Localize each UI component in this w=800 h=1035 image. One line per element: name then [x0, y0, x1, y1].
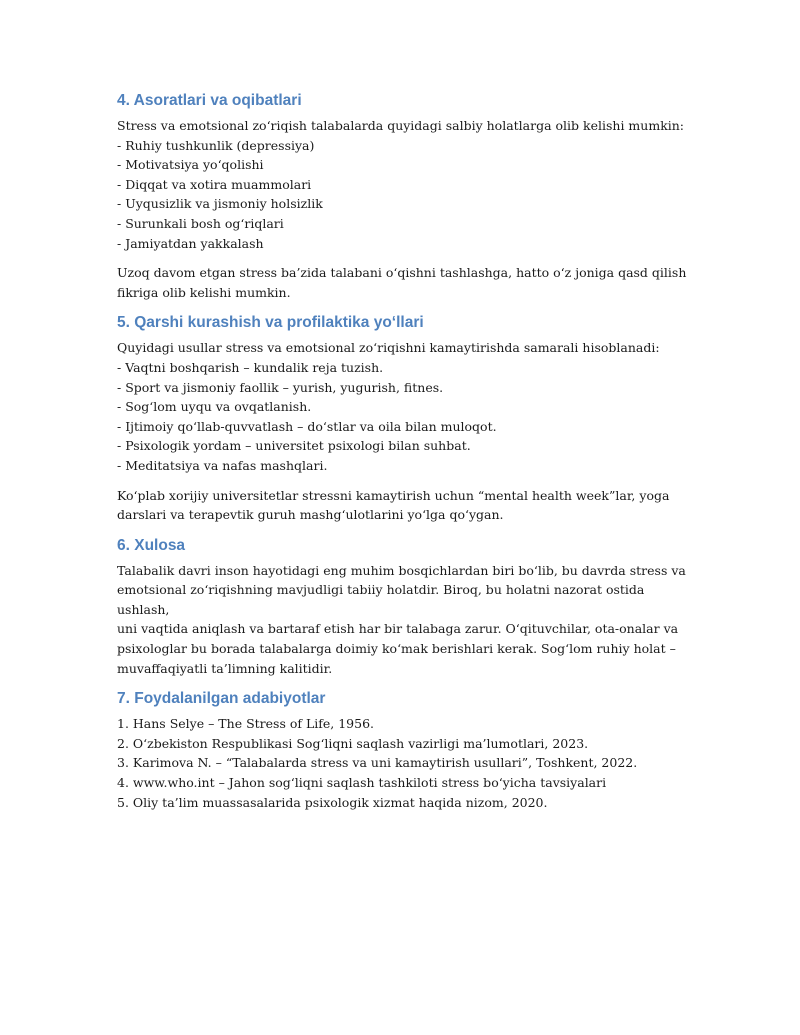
consequences-closing	[117, 263, 697, 302]
spacer	[117, 476, 697, 486]
reference-item: 5. Oliy ta’lim muassasalarida psixologik xizmat haqida nizom, 2020.	[117, 794, 548, 810]
consequences-closing-line-2: fikriga olib kelishi mumkin.	[117, 284, 291, 300]
conclusion-paragraph	[117, 561, 697, 679]
heading-consequences: 4. Asoratlari va oqibatlari	[117, 92, 302, 109]
prevention-closing-line-1: Ko‘plab xorijiy universitetlar stressni kamaytirish uchun “mental health week”lar, yoga	[117, 487, 670, 503]
prevention-closing	[117, 486, 697, 525]
list-item: - Diqqat va xotira muammolari	[117, 176, 312, 192]
reference-item: 1. Hans Selye – The Stress of Life, 1956.	[117, 716, 375, 732]
consequences-intro: Stress va emotsional zo‘riqish talabalarda quyidagi salbiy holatlarga olib kelishi mumkin:	[117, 118, 685, 133]
consequences-closing-line-1: Uzoq davom etgan stress ba’zida talabani o‘qishni tashlashga, hatto o‘z joniga qasd qilish	[117, 265, 687, 281]
list-item: - Vaqtni boshqarish – kundalik reja tuzish.	[117, 359, 384, 375]
heading-references: 7. Foydalanilgan adabiyotlar	[117, 690, 326, 708]
prevention-intro: Quyidagi usullar stress va emotsional zo‘riqishni kamaytirishda samarali hisoblanadi:	[117, 340, 660, 356]
conclusion-line: psixologlar bu borada talabalarga doimiy ko‘mak berishlari kerak. Sog‘lom ruhiy holat –	[117, 641, 676, 657]
list-item: - Jamiyatdan yakkalash	[117, 235, 264, 251]
list-item: - Sport va jismoniy faollik – yurish, yugurish, fitnes.	[117, 379, 444, 395]
conclusion-line: uni vaqtida aniqlash va bartaraf etish har bir talabaga zarur. O‘qituvchilar, ota-onalar va	[117, 621, 679, 637]
list-item: - Surunkali bosh og‘riqlari	[117, 215, 284, 231]
prevention-closing-line-2: darslari va terapevtik guruh mashg‘ulotlarini yo‘lga qo‘ygan.	[117, 507, 504, 523]
document-page	[117, 86, 697, 812]
conclusion-line: Talabalik davri inson hayotidagi eng muhim bosqichlardan biri bo‘lib, bu davrda stress va	[117, 562, 686, 578]
reference-item: 4. www.who.int – Jahon sog‘liqni saqlash tashkiloti stress bo‘yicha tavsiyalari	[117, 775, 607, 791]
reference-item: 3. Karimova N. – “Talabalarda stress va uni kamaytirish usullari”, Toshkent, 2022.	[117, 755, 638, 771]
spacer	[117, 253, 697, 263]
list-item: - Ruhiy tushkunlik (depressiya)	[117, 137, 315, 153]
list-item: - Motivatsiya yo‘qolishi	[117, 157, 264, 173]
conclusion-line: muvaffaqiyatli ta’limning kalitidir.	[117, 660, 333, 676]
list-item: - Sog‘lom uyqu va ovqatlanish.	[117, 399, 312, 415]
list-item: - Psixologik yordam – universitet psixologi bilan suhbat.	[117, 438, 471, 454]
list-item: - Uyqusizlik va jismoniy holsizlik	[117, 196, 323, 212]
consequences-list	[117, 136, 697, 254]
prevention-list	[117, 358, 697, 476]
list-item: - Ijtimoiy qo‘llab-quvvatlash – do‘stlar va oila bilan muloqot.	[117, 418, 497, 434]
references-list	[117, 714, 697, 812]
list-item: - Meditatsiya va nafas mashqlari.	[117, 457, 328, 473]
conclusion-line: emotsional zo‘riqishning mavjudligi tabiiy holatdir. Biroq, bu holatni nazorat ostida ushlash,	[117, 582, 645, 617]
reference-item: 2. O‘zbekiston Respublikasi Sog‘liqni saqlash vazirligi ma’lumotlari, 2023.	[117, 735, 589, 751]
heading-prevention: 5. Qarshi kurashish va profilaktika yo‘llari	[117, 314, 424, 332]
heading-conclusion: 6. Xulosa	[117, 536, 186, 554]
